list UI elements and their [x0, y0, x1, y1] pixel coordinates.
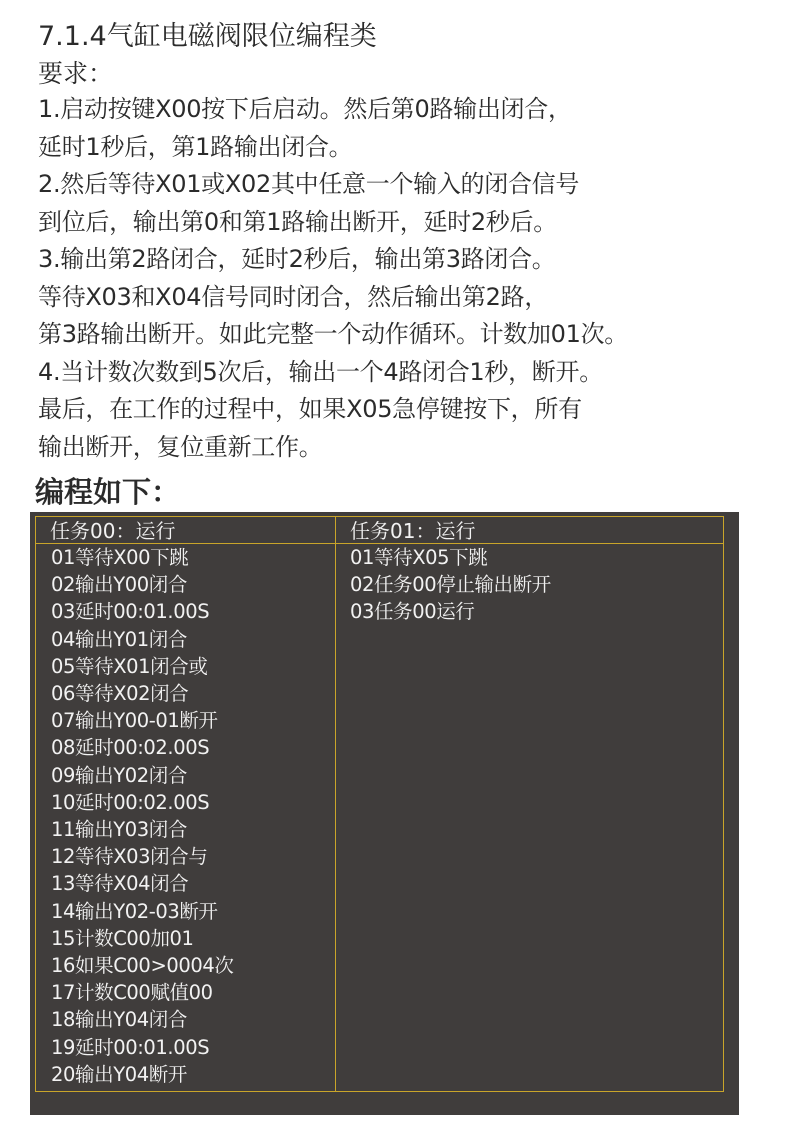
- program-step: 17计数C00赋值00: [51, 981, 213, 1005]
- requirements-list: [38, 91, 778, 466]
- task-00-steps: [36, 544, 335, 1088]
- requirements-section: [38, 18, 778, 466]
- programming-heading: 编程如下：: [35, 475, 181, 509]
- program-step: 20输出Y04断开: [51, 1062, 187, 1086]
- requirement-line: 输出断开，复位重新工作。: [38, 432, 323, 461]
- program-step: 08延时00:02.00S: [51, 736, 210, 760]
- program-step: 03任务00运行: [350, 600, 475, 624]
- requirement-line: 最后，在工作的过程中，如果X05急停键按下，所有: [38, 395, 582, 423]
- requirement-line: 到位后，输出第0和第1路输出断开，延时2秒后。: [38, 207, 557, 236]
- requirement-line: 第3路输出断开。如此完整一个动作循环。计数加01次。: [38, 320, 629, 348]
- task-01-header: 任务01：运行: [336, 517, 723, 544]
- program-step: 03延时00:01.00S: [51, 600, 210, 624]
- program-step: 02任务00停止输出断开: [350, 573, 551, 597]
- task-01-column: [336, 517, 723, 1091]
- requirement-line: 3.输出第2路闭合，延时2秒后，输出第3路闭合。: [38, 245, 556, 273]
- section-title: 7.1.4气缸电磁阀限位编程类: [38, 21, 377, 52]
- program-step: 14输出Y02-03断开: [51, 899, 218, 923]
- program-step: 09输出Y02闭合: [51, 763, 187, 787]
- program-step: 19延时00:01.00S: [51, 1035, 210, 1059]
- requirement-line: 等待X03和X04信号同时闭合，然后输出第2路，: [38, 282, 549, 311]
- requirement-line: 延时1秒后，第1路输出闭合。: [38, 132, 353, 161]
- requirement-line: 2.然后等待X01或X02其中任意一个输入的闭合信号: [38, 170, 580, 198]
- program-step: 05等待X01闭合或: [51, 654, 208, 678]
- program-step: 01等待X00下跳: [51, 546, 189, 569]
- program-step: 12等待X03闭合与: [51, 845, 208, 869]
- program-step: 04输出Y01闭合: [51, 627, 187, 651]
- program-step: 06等待X02闭合: [51, 682, 189, 706]
- program-step: 02输出Y00闭合: [51, 573, 187, 597]
- task-00-header: 任务00：运行: [36, 517, 335, 544]
- program-step: 18输出Y04闭合: [51, 1008, 187, 1032]
- program-step: 11输出Y03闭合: [51, 818, 187, 842]
- requirement-line: 1.启动按键X00按下后启动。然后第0路输出闭合，: [38, 95, 572, 123]
- task-00-column: [36, 517, 336, 1091]
- requirement-line: 4.当计数次数到5次后，输出一个4路闭合1秒，断开。: [38, 357, 603, 386]
- program-step: 07输出Y00-01断开: [51, 709, 218, 733]
- program-step: 01等待X05下跳: [350, 546, 488, 569]
- program-panel: [30, 512, 739, 1115]
- program-step: 13等待X04闭合: [51, 872, 189, 896]
- requirements-label: 要求：: [38, 59, 114, 88]
- program-step: 15计数C00加01: [51, 926, 194, 950]
- program-step: 16如果C00>0004次: [51, 954, 234, 978]
- program-table: [35, 516, 724, 1092]
- task-01-steps: [336, 544, 723, 626]
- program-step: 10延时00:02.00S: [51, 790, 210, 814]
